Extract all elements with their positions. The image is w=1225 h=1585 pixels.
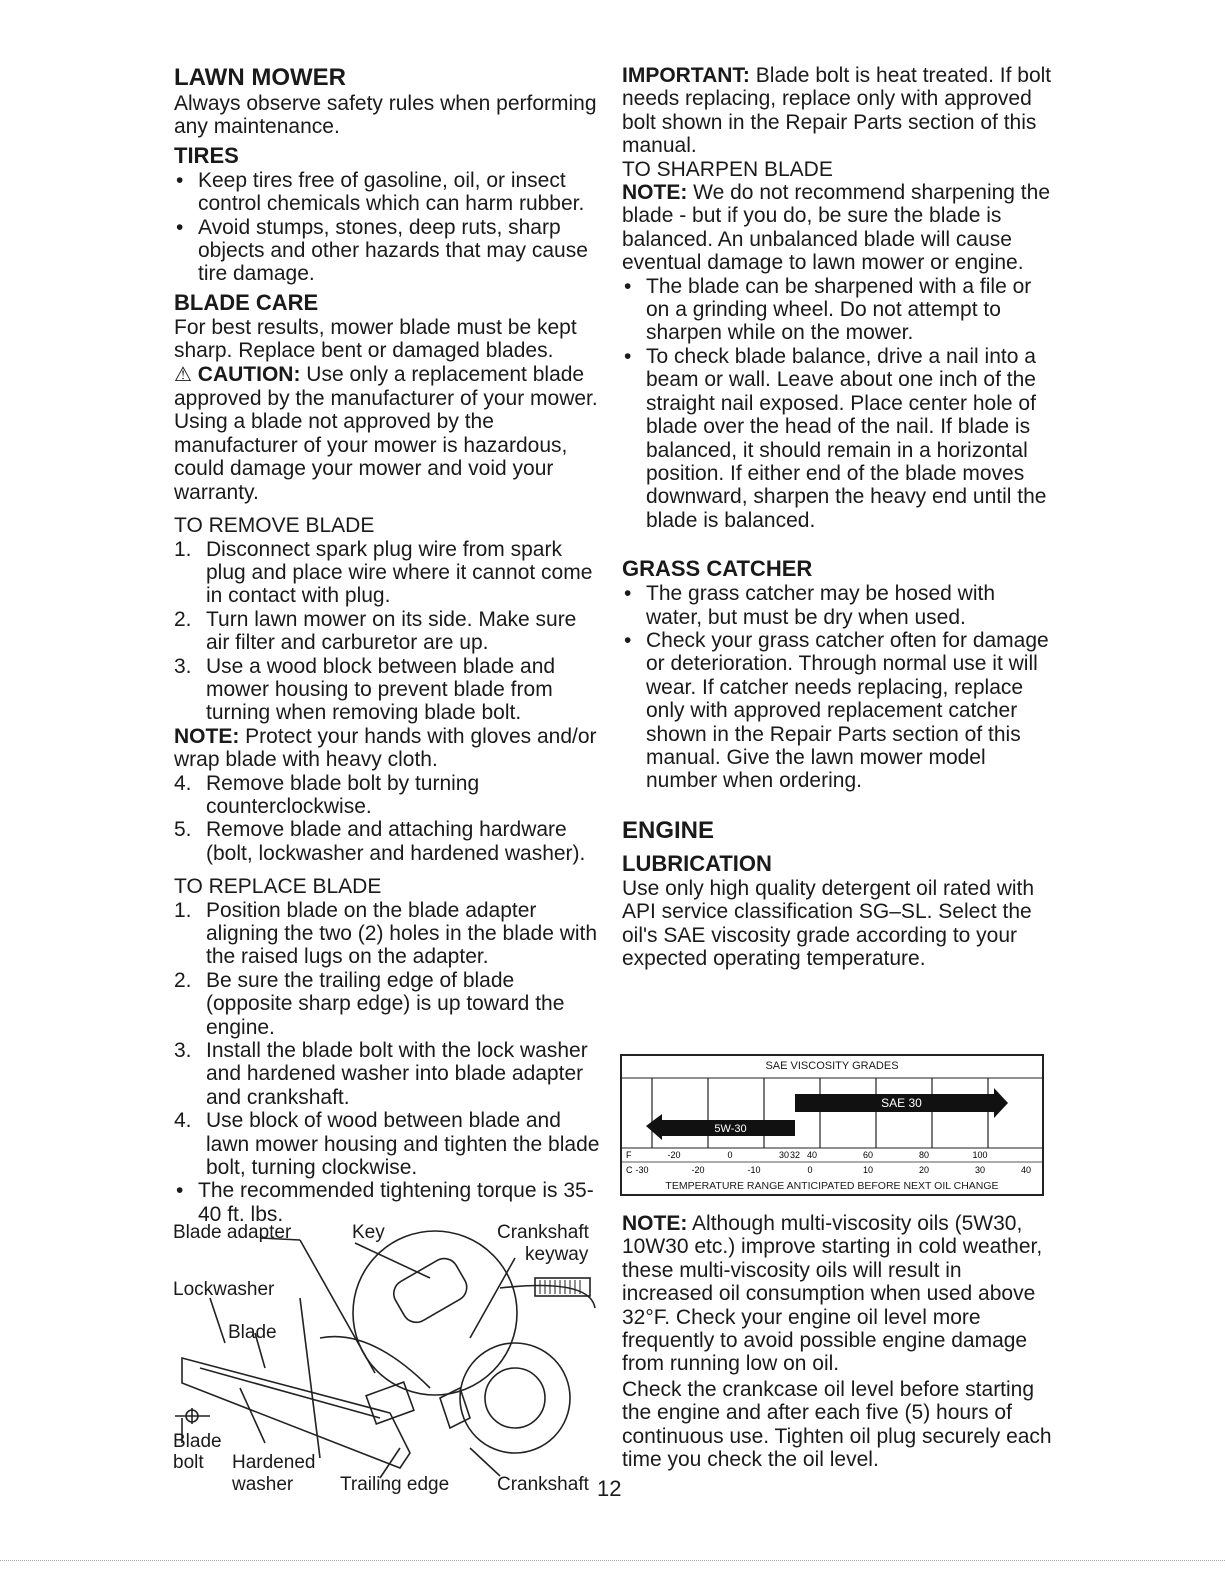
c-tick-label: 40 — [1020, 1165, 1032, 1175]
lubrication-heading: LUBRICATION — [622, 850, 772, 876]
list-item: 1. Disconnect spark plug wire from spark plug and place wire where it cannot come in contact with plug. — [174, 537, 593, 608]
intro-text: Always observe safety rules when performing any maintenance. — [174, 92, 597, 139]
blade-bolt-label-1: Blade — [173, 1431, 222, 1452]
note-paragraph: NOTE: Protect your hands with gloves and/or wrap blade with heavy cloth. — [174, 724, 597, 772]
list-item: • Avoid stumps, stones, deep ruts, sharp objects and other hazards that may cause tire damage. — [176, 215, 588, 286]
list-item: • Keep tires free of gasoline, oil, or insect control chemicals which can harm rubber. — [176, 168, 585, 216]
c-tick-label: 10 — [862, 1165, 874, 1175]
caution-paragraph: ⚠ CAUTION: Use only a replacement blade approved by the manufacturer of your mower. Using a blade not approved by the manufacturer of your mower is hazardous, could damage your mower and void your warranty. — [174, 362, 598, 504]
lubrication-text: Use only high quality detergent oil rated with API service classification SG–SL. Select the oil's SAE viscosity grade according to your expected operating temperature. — [622, 876, 1035, 970]
tires-heading: TIRES — [174, 142, 239, 168]
list-item: 2. Turn lawn mower on its side. Make sure air filter and carburetor are up. — [174, 607, 577, 655]
list-item: • Check your grass catcher often for damage or deterioration. Through normal use it will wear. If catcher needs replacing, replace only with approved replacement catcher shown in the Repair Parts section of this manual. Give the lawn mower model number when ordering. — [624, 628, 1049, 793]
f-tick-label: 60 — [862, 1150, 874, 1160]
f-tick-label: 40 — [806, 1150, 818, 1160]
hardened-washer-label-1: Hardened — [232, 1452, 316, 1473]
c-tick-label: -30 — [635, 1165, 649, 1175]
trailing-edge-label: Trailing edge — [340, 1474, 450, 1495]
list-item: 5. Remove blade and attaching hardware (bolt, lockwasher and hardened washer). — [174, 818, 586, 865]
crankshaft-keyway-label-2: keyway — [525, 1244, 589, 1265]
list-item: • The recommended tightening torque is 35-40 ft. lbs. — [176, 1179, 594, 1226]
blade-adapter-label: Blade adapter — [173, 1222, 292, 1243]
blade-label: Blade — [228, 1322, 277, 1343]
list-item: • To check blade balance, drive a nail into a beam or wall. Leave about one inch of the straight nail exposed. Place center hole of blade over the head of the nail. If blade is balanced, it should remain in a horizontal position. If either end of the blade moves downward, sharpen the heavy end until the blade is balanced. — [624, 344, 1047, 532]
sharpen-note-paragraph: NOTE: We do not recommend sharpening the blade - but if you do, be sure the blade is balanced. An unbalanced blade will cause eventual damage to lawn mower or engine. — [622, 181, 1050, 275]
lawn-mower-heading: LAWN MOWER — [174, 64, 346, 91]
f-tick-label: 100 — [972, 1150, 988, 1160]
right-column — [622, 64, 1052, 970]
grass-catcher-heading: GRASS CATCHER — [622, 556, 813, 582]
f-tick-label: -20 — [667, 1150, 681, 1160]
c-tick-label: 0 — [807, 1165, 813, 1175]
list-item: • The grass catcher may be hosed with water, but must be dry when used. — [624, 582, 996, 629]
f-tick-label: 80 — [918, 1150, 930, 1160]
right-column-lower — [622, 1212, 1052, 1471]
c-axis-label: C — [626, 1165, 633, 1175]
left-column — [174, 64, 604, 1226]
blade-assembly-figure — [170, 1218, 600, 1503]
c-tick-label: -10 — [747, 1165, 761, 1175]
page-bottom-divider — [0, 1560, 1225, 1561]
crankcase-paragraph: Check the crankcase oil level before starting the engine and after each five (5) hours of continuous use. Tighten oil plug securely each time you check the oil level. — [622, 1377, 1052, 1472]
key-label: Key — [352, 1222, 385, 1243]
crankshaft-keyway-label-1: Crankshaft — [497, 1222, 589, 1243]
sae-viscosity-chart — [620, 1054, 1044, 1196]
chart-title: SAE VISCOSITY GRADES — [765, 1060, 899, 1072]
list-item: 2. Be sure the trailing edge of blade (opposite sharp edge) is up toward the engine. — [174, 968, 565, 1039]
f-tick-label: 0 — [727, 1150, 733, 1160]
blade-care-heading: BLADE CARE — [174, 289, 319, 315]
lockwasher-label: Lockwasher — [173, 1279, 275, 1300]
note-paragraph: NOTE: Although multi-viscosity oils (5W30, 10W30 etc.) improve starting in cold weather, these multi-viscosity oils will result in increased oil consumption when used above 32°F. Check your engine oil level more frequently to avoid possible engine damage from running low on oil. — [622, 1212, 1043, 1376]
list-item: • The blade can be sharpened with a file or on a grinding wheel. Do not attempt to sharpen while on the mower. — [624, 274, 1032, 345]
series-label-5w30: 5W-30 — [714, 1123, 747, 1135]
remove-blade-heading: TO REMOVE BLADE — [174, 514, 375, 538]
page-number: 12 — [597, 1476, 622, 1501]
list-item: 4. Use block of wood between blade and lawn mower housing and tighten the blade bolt, turning clockwise. — [174, 1109, 600, 1180]
crankshaft-label: Crankshaft — [497, 1474, 589, 1495]
blade-bolt-label-2: bolt — [173, 1452, 204, 1473]
list-item: 4. Remove blade bolt by turning counterclockwise. — [174, 771, 480, 818]
hardened-washer-label-2: washer — [232, 1474, 294, 1495]
c-tick-label: 30 — [974, 1165, 986, 1175]
sharpen-blade-heading: TO SHARPEN BLADE — [622, 157, 833, 181]
list-item: 3. Install the blade bolt with the lock washer and hardened washer into blade adapter and crankshaft. — [174, 1039, 588, 1109]
c-tick-label: -20 — [691, 1165, 705, 1175]
replace-blade-heading: TO REPLACE BLADE — [174, 875, 382, 899]
f-axis-label: F — [626, 1150, 632, 1160]
important-paragraph: IMPORTANT: Blade bolt is heat treated. If bolt needs replacing, replace only with approved bolt shown in the Repair Parts section of this manual. — [622, 64, 1052, 158]
f-tick-label: 32 — [789, 1150, 801, 1160]
blade-care-text: For best results, mower blade must be kept sharp. Replace bent or damaged blades. — [174, 315, 577, 363]
engine-heading: ENGINE — [622, 816, 715, 844]
chart-xlabel: TEMPERATURE RANGE ANTICIPATED BEFORE NEXT OIL CHANGE — [665, 1180, 999, 1192]
chart-plot — [622, 1056, 1042, 1194]
series-label-sae30: SAE 30 — [881, 1096, 922, 1110]
list-item: 3. Use a wood block between blade and mower housing to prevent blade from turning when removing blade bolt. — [174, 654, 556, 725]
warning-triangle-icon: ⚠ — [174, 363, 192, 386]
list-item: 1. Position blade on the blade adapter aligning the two (2) holes in the blade with the raised lugs on the adapter. — [174, 898, 598, 969]
c-tick-label: 20 — [918, 1165, 930, 1175]
f-tick-label: 30 — [778, 1150, 790, 1160]
